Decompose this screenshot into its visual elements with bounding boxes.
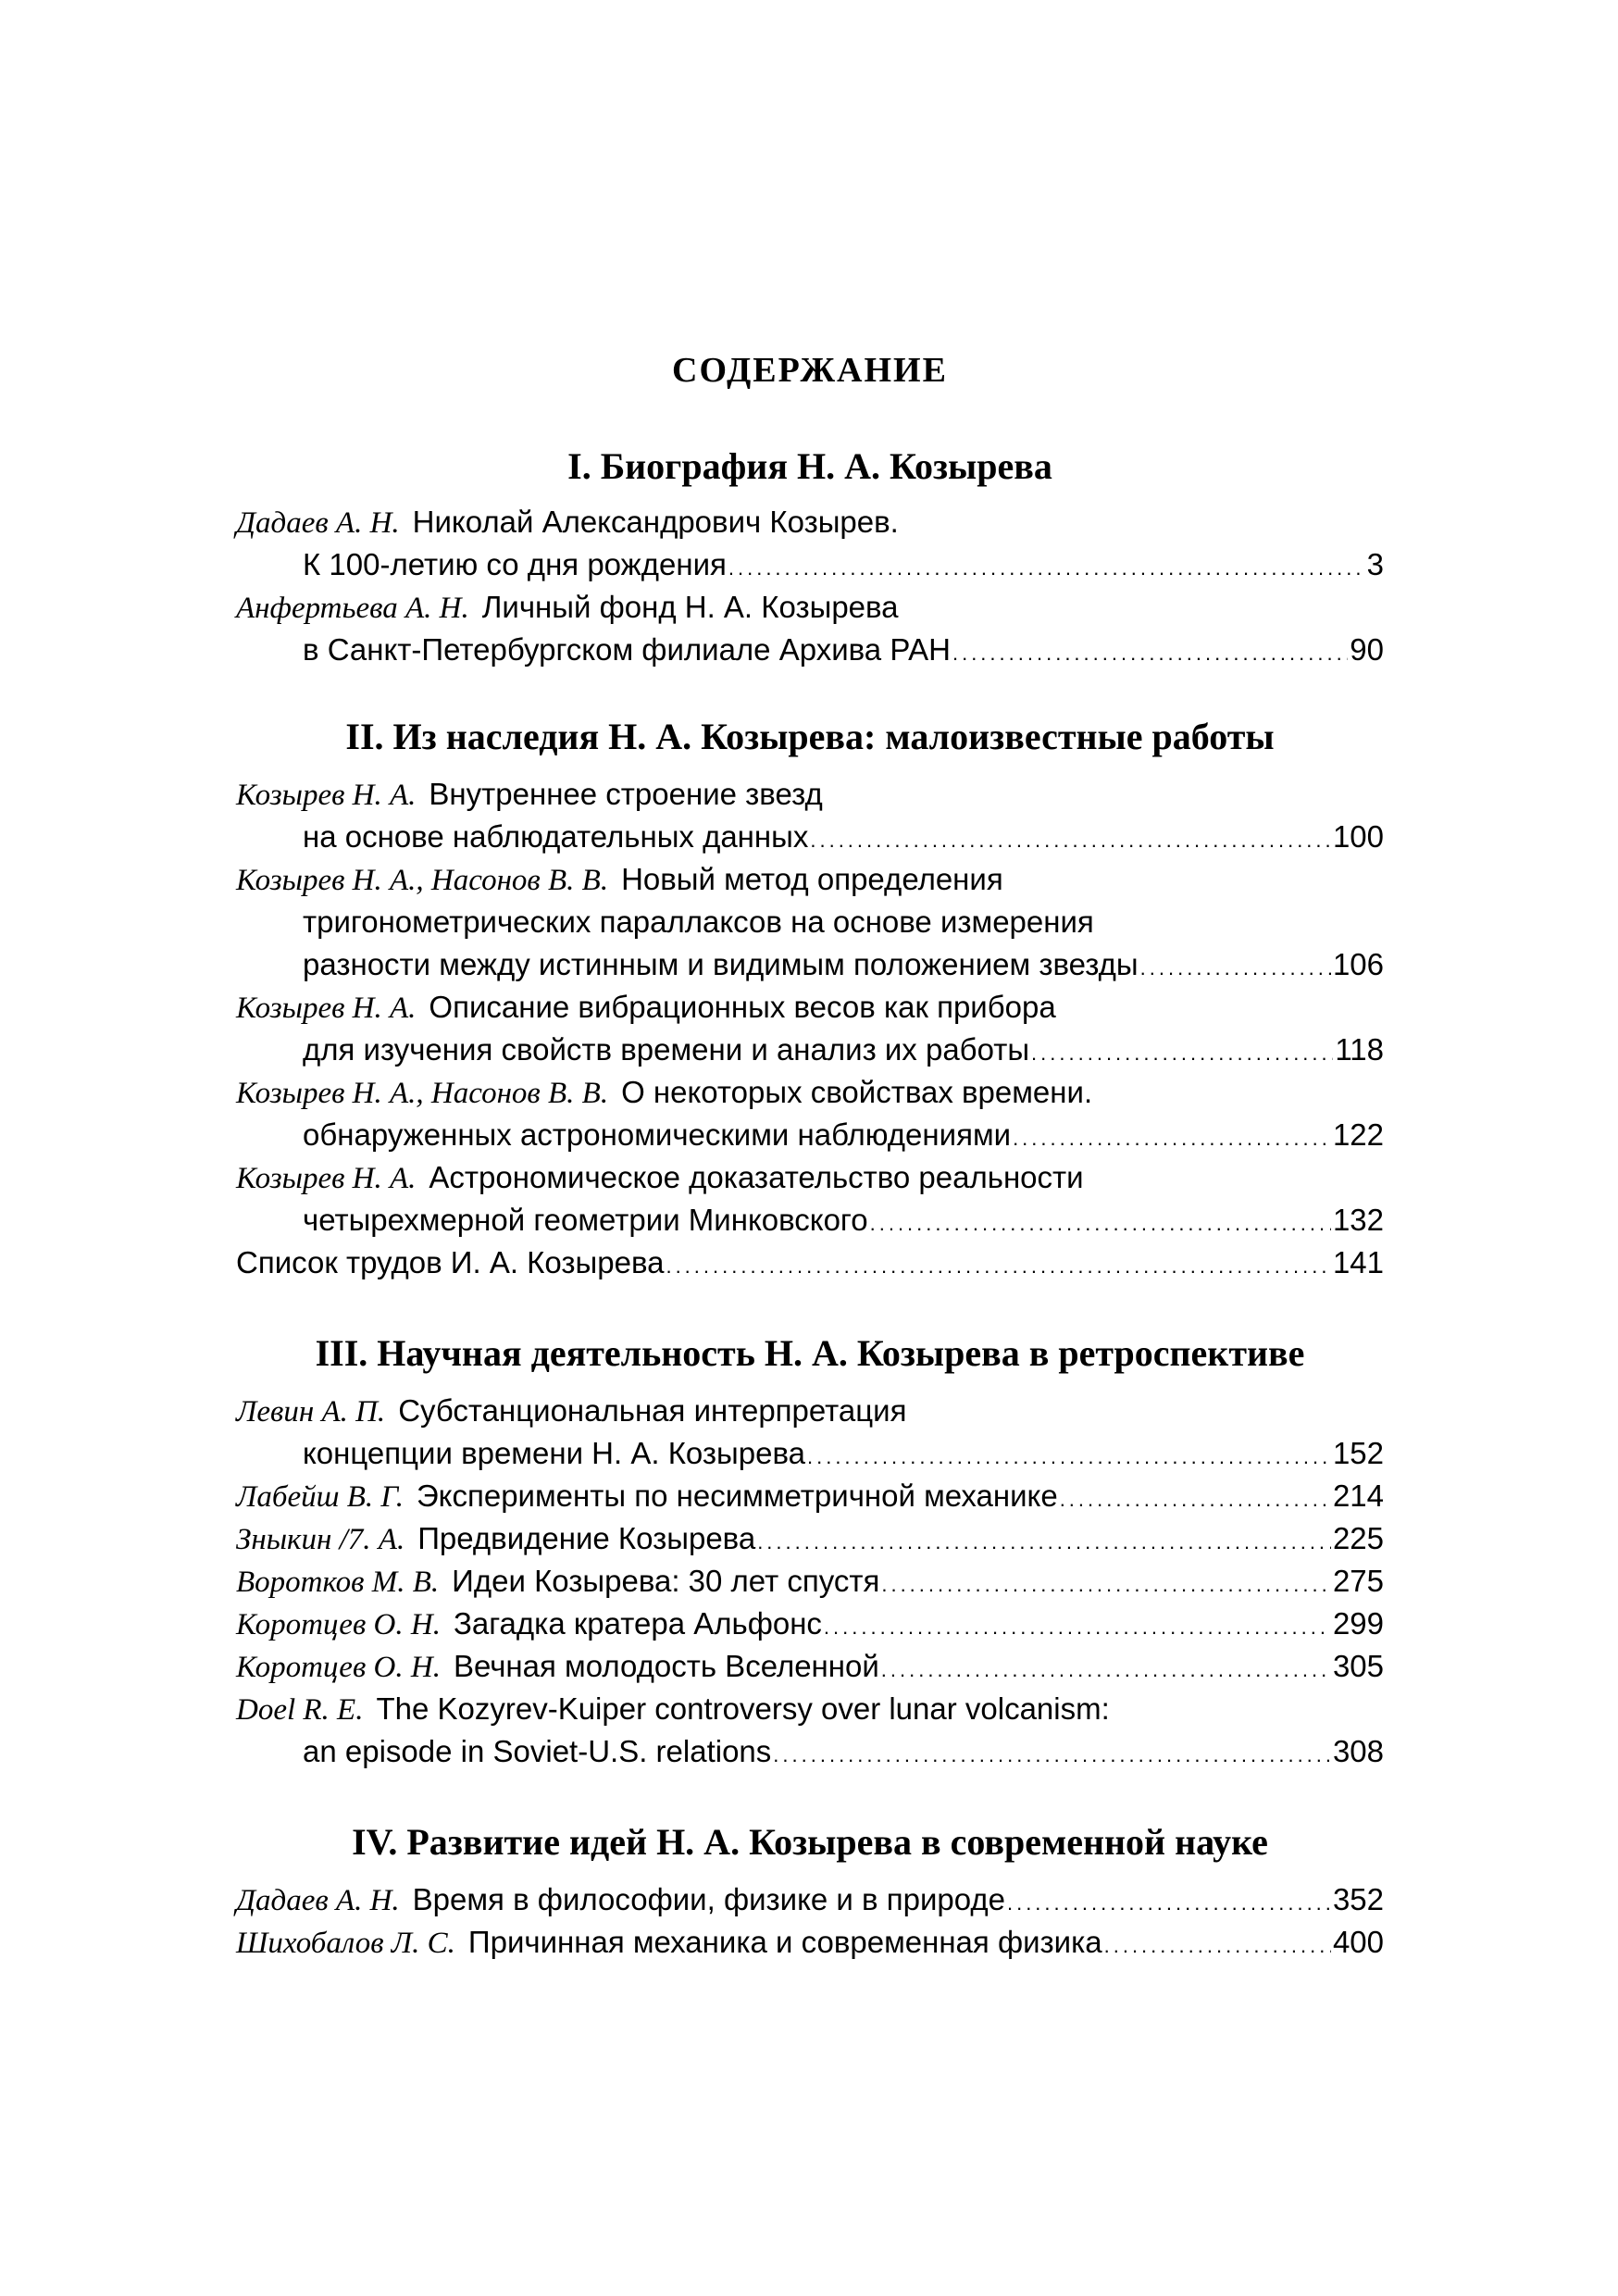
entry-title: Вечная молодость Вселенной [453,1649,879,1683]
entry-title-cont: концепции времени Н. А. Козырева [303,1436,805,1470]
toc-entry-cont [236,543,1384,587]
leader-dots [1013,1117,1331,1161]
entry-page: 90 [1350,632,1384,667]
leader-dots [810,818,1331,863]
entry-page: 132 [1332,1203,1384,1237]
entry-author: Дадаев А. Н. [236,506,400,540]
section-heading-2: II. Из наследия Н. А. Козырева: малоизвестные работы [345,716,1275,757]
entry-page: 152 [1332,1436,1384,1470]
entry-page: 106 [1332,947,1384,981]
leader-dots [881,1648,1331,1692]
toc-entry [236,985,1384,1029]
entry-title: Новый метод определения [621,862,1003,896]
toc-entry-cont [236,1431,1384,1476]
leader-dots [666,1244,1330,1289]
entry-author: Doel R. E. [236,1693,364,1727]
entry-title: Николай Александрович Козырев. [412,505,899,539]
entry-author: Козырев Н. А. [236,992,417,1025]
entry-author: Левин А. П. [236,1395,386,1429]
entry-title: Идеи Козырева: 30 лет спустя [452,1564,880,1598]
toc-entry-cont [236,1113,1384,1157]
toc-entry-cont [236,628,1384,672]
toc-entry-cont [236,1729,1384,1774]
entry-title-cont: К 100-летию со дня рождения [303,547,727,581]
entry-title-cont: на основе наблюдательных данных [303,819,809,854]
toc-entry-cont [236,900,1384,944]
entry-title: О некоторых свойствах времени. [621,1075,1093,1109]
entry-page: 141 [1332,1245,1384,1279]
entry-title-cont: an episode in Soviet-U.S. relations [303,1734,772,1768]
entry-author: Коротцев О. Н. [236,1608,441,1641]
leader-dots [952,631,1348,676]
toc-entry [236,1389,1384,1433]
toc-title: СОДЕРЖАНИЕ [672,351,948,390]
entry-page: 352 [1332,1882,1384,1916]
entry-page: 100 [1332,819,1384,854]
toc-entry [236,500,1384,544]
toc-entry [236,1602,1384,1646]
entry-title: Субстанциональная интерпретация [398,1393,907,1428]
toc-entry-cont [236,942,1384,987]
entry-title-cont: обнаруженных астрономическими наблюдениями [303,1117,1012,1152]
entry-page: 305 [1332,1649,1384,1683]
entry-title: Предвидение Козырева [417,1521,756,1555]
section-heading-1: I. Биография Н. А. Козырева [567,445,1052,487]
leader-dots [728,546,1365,591]
entry-page: 214 [1332,1479,1384,1513]
toc-entry [236,1920,1384,1965]
leader-dots [824,1605,1331,1650]
entry-author: Дадаев А. Н. [236,1884,400,1917]
entry-page: 275 [1332,1564,1384,1598]
entry-title-cont: для изучения свойств времени и анализ их работы [303,1032,1030,1067]
leader-dots [807,1435,1331,1479]
toc-entry-cont [236,815,1384,859]
toc-entry [236,1687,1384,1731]
entry-title: Описание вибрационных весов как прибора [429,990,1056,1024]
toc-entry [236,585,1384,630]
leader-dots [757,1520,1331,1565]
entry-title: The Kozyrev-Kuiper controversy over lunar volcanism: [376,1691,1110,1726]
entry-title: Список трудов И. А. Козырева [236,1245,665,1279]
entry-page: 225 [1332,1521,1384,1555]
leader-dots [1140,946,1331,991]
section-heading-3: III. Научная деятельность Н. А. Козырева в ретроспективе [315,1332,1305,1374]
entry-title: Внутреннее строение звезд [429,777,823,811]
entry-page: 400 [1332,1925,1384,1959]
entry-page: 122 [1332,1117,1384,1152]
entry-title: Время в философии, физике и в природе [412,1882,1005,1916]
entry-title-cont: разности между истинным и видимым положением звезды [303,947,1139,981]
toc-page [236,0,1384,2296]
entry-author: Зныкин /7. А. [236,1523,405,1556]
toc-entry-cont [236,1028,1384,1072]
toc-entry [236,1559,1384,1603]
entry-title-cont: тригонометрических параллаксов на основе измерения [303,905,1094,939]
entry-author: Козырев Н. А. [236,779,417,812]
entry-author: Коротцев О. Н. [236,1651,441,1684]
entry-title-cont: в Санкт-Петербургском филиале Архива РАН [303,632,951,667]
toc-entry [236,1241,1384,1285]
toc-entry [236,857,1384,902]
toc-entry [236,772,1384,817]
entry-page: 3 [1366,547,1384,581]
entry-title: Личный фонд Н. А. Козырева [481,590,899,624]
toc-entry [236,1878,1384,1922]
section-heading-4: IV. Развитие идей Н. А. Козырева в современной науке [352,1821,1268,1863]
toc-entry [236,1644,1384,1689]
leader-dots [1104,1924,1331,1968]
toc-entry [236,1516,1384,1561]
entry-author: Козырев Н. А., Насонов В. В. [236,1077,609,1110]
entry-page: 308 [1332,1734,1384,1768]
entry-title: Загадка кратера Альфонс [453,1606,822,1641]
entry-title: Причинная механика и современная физика [467,1925,1102,1959]
entry-author: Лабейш В. Г. [236,1480,404,1514]
toc-entry [236,1070,1384,1115]
toc-entry-cont [236,1198,1384,1242]
leader-dots [1031,1031,1333,1076]
entry-author: Козырев Н. А., Насонов В. В. [236,864,609,897]
toc-entry [236,1155,1384,1200]
entry-title: Астрономическое доказательство реальности [429,1160,1084,1194]
entry-author: Воротков М. В. [236,1566,440,1599]
entry-author: Шихобалов Л. С. [236,1927,455,1960]
leader-dots [881,1563,1331,1607]
entry-title-cont: четырехмерной геометрии Минковского [303,1203,868,1237]
leader-dots [1060,1478,1331,1522]
leader-dots [1007,1881,1331,1926]
leader-dots [773,1733,1331,1778]
entry-page: 299 [1332,1606,1384,1641]
entry-author: Анфертьева А. Н. [236,592,469,625]
entry-title: Эксперименты по несимметричной механике [416,1479,1058,1513]
leader-dots [870,1202,1331,1246]
entry-page: 118 [1335,1032,1384,1067]
entry-author: Козырев Н. А. [236,1162,417,1195]
toc-entry [236,1474,1384,1518]
